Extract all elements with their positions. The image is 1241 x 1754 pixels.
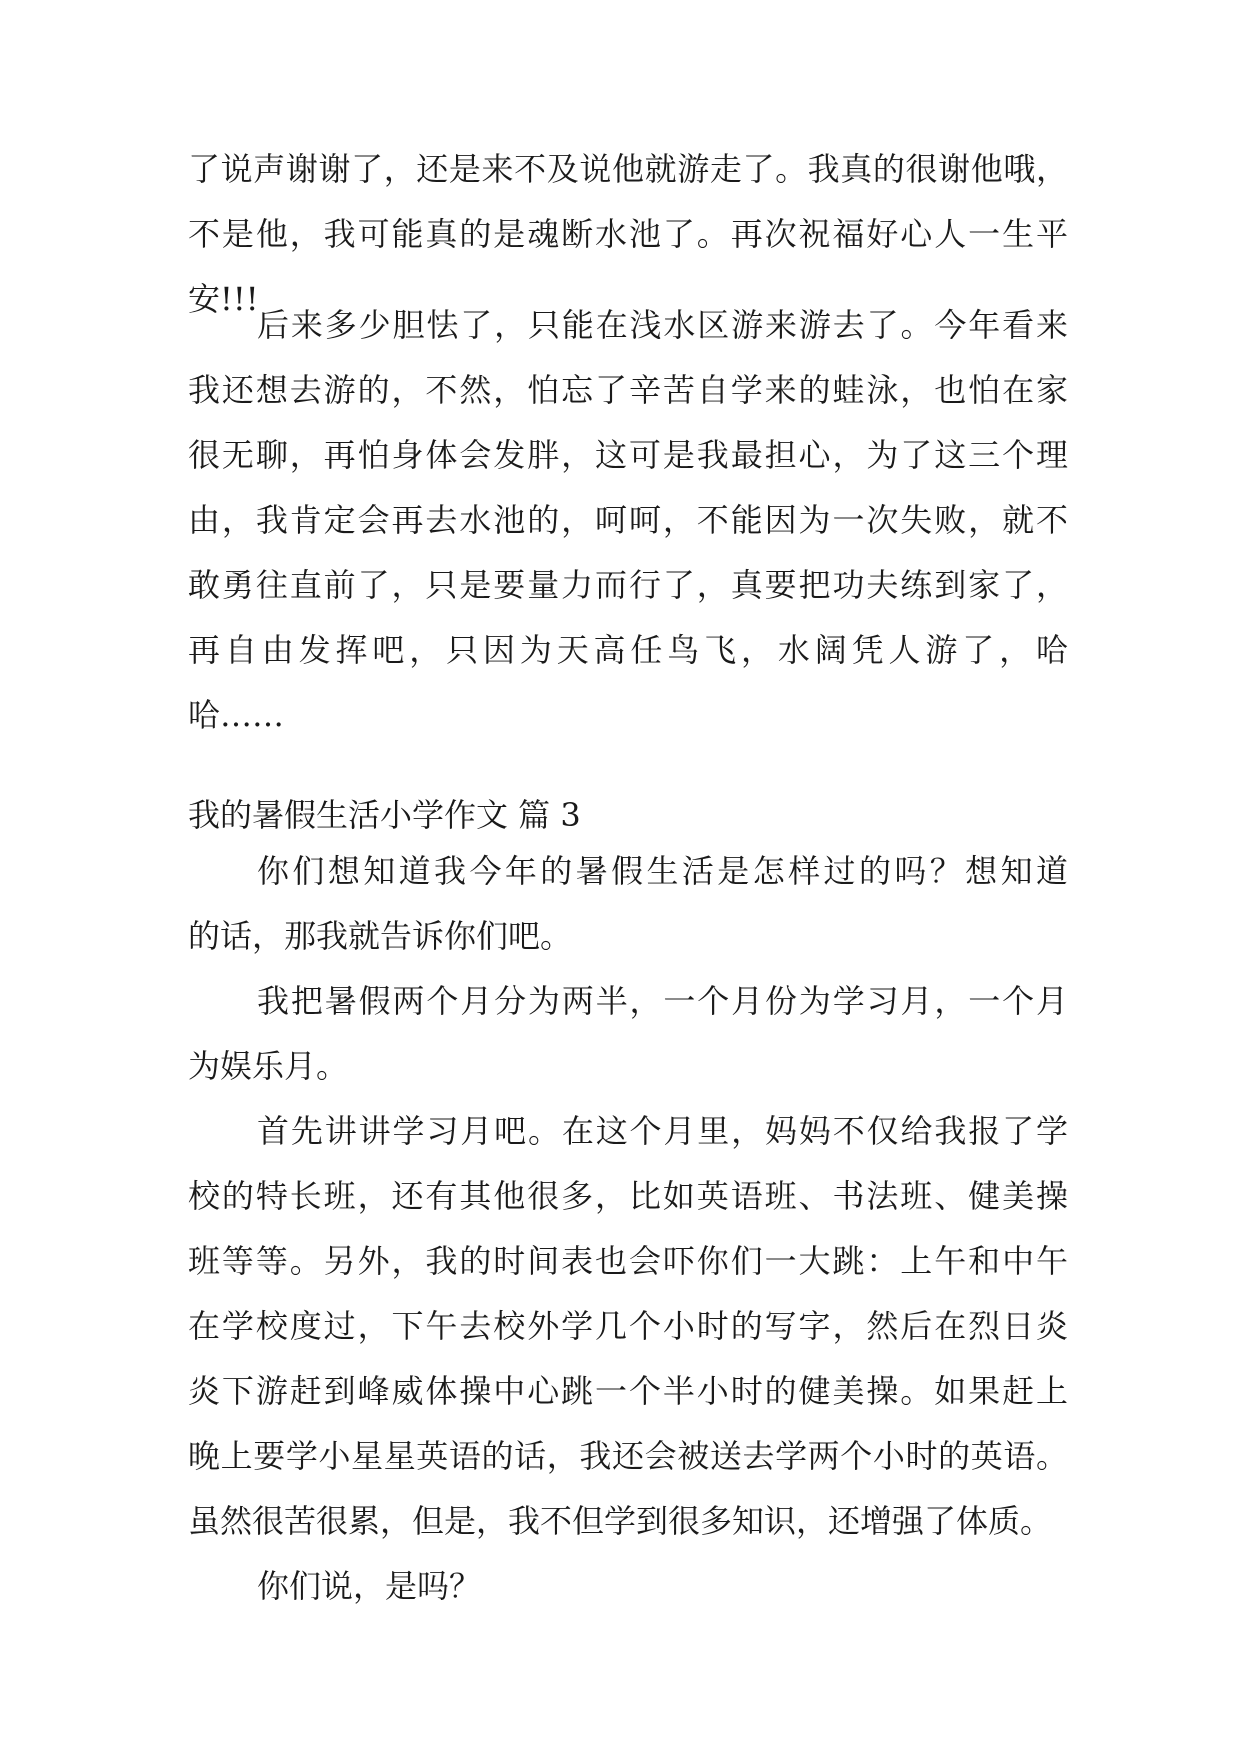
text-line: 你们想知道我今年的暑假生活是怎样过的吗？想知道	[257, 852, 1068, 890]
text-line: 由，我肯定会再去水池的，呵呵，不能因为一次失败，就不	[188, 501, 1068, 539]
section-heading: 我的暑假生活小学作文 篇 3	[188, 796, 581, 834]
text-line: 你们说，是吗？	[257, 1567, 482, 1605]
text-line: 后来多少胆怯了，只能在浅水区游来游去了。今年看来	[257, 306, 1068, 344]
text-line: 我把暑假两个月分为两半，一个月份为学习月，一个月	[257, 982, 1068, 1020]
text-line: 晚上要学小星星英语的话，我还会被送去学两个小时的英语。	[188, 1437, 1068, 1475]
text-line: 校的特长班，还有其他很多，比如英语班、书法班、健美操	[188, 1177, 1068, 1215]
paragraph-study-month	[188, 1099, 1068, 1554]
paragraph-question	[188, 1554, 1068, 1619]
text-line: 班等等。另外，我的时间表也会吓你们一大跳：上午和中午	[188, 1242, 1068, 1280]
text-line: 敢勇往直前了，只是要量力而行了，真要把功夫练到家了，	[188, 566, 1068, 604]
text-line: 为娱乐月。	[188, 1047, 349, 1085]
text-line: 安!!!	[188, 280, 259, 318]
text-line: 我还想去游的，不然，怕忘了辛苦自学来的蛙泳，也怕在家	[188, 371, 1068, 409]
text-line: 首先讲讲学习月吧。在这个月里，妈妈不仅给我报了学	[257, 1112, 1068, 1150]
text-line: 再自由发挥吧，只因为天高任鸟飞，水阔凭人游了，哈	[188, 631, 1068, 669]
text-line: 了说声谢谢了，还是来不及说他就游走了。我真的很谢他哦，	[188, 150, 1068, 188]
text-line: 虽然很苦很累，但是，我不但学到很多知识，还增强了体质。	[188, 1502, 1053, 1540]
paragraph-courage	[188, 293, 1068, 748]
text-line: 不是他，我可能真的是魂断水池了。再次祝福好心人一生平	[188, 215, 1068, 253]
text-line: 的话，那我就告诉你们吧。	[188, 917, 573, 955]
paragraph-plan	[188, 969, 1068, 1099]
text-line: 哈……	[188, 696, 285, 734]
paragraph-intro	[188, 839, 1068, 969]
text-line: 很无聊，再怕身体会发胖，这可是我最担心，为了这三个理	[188, 436, 1068, 474]
text-line: 在学校度过，下午去校外学几个小时的写字，然后在烈日炎	[188, 1307, 1068, 1345]
text-line: 炎下游赶到峰威体操中心跳一个半小时的健美操。如果赶上	[188, 1372, 1068, 1410]
